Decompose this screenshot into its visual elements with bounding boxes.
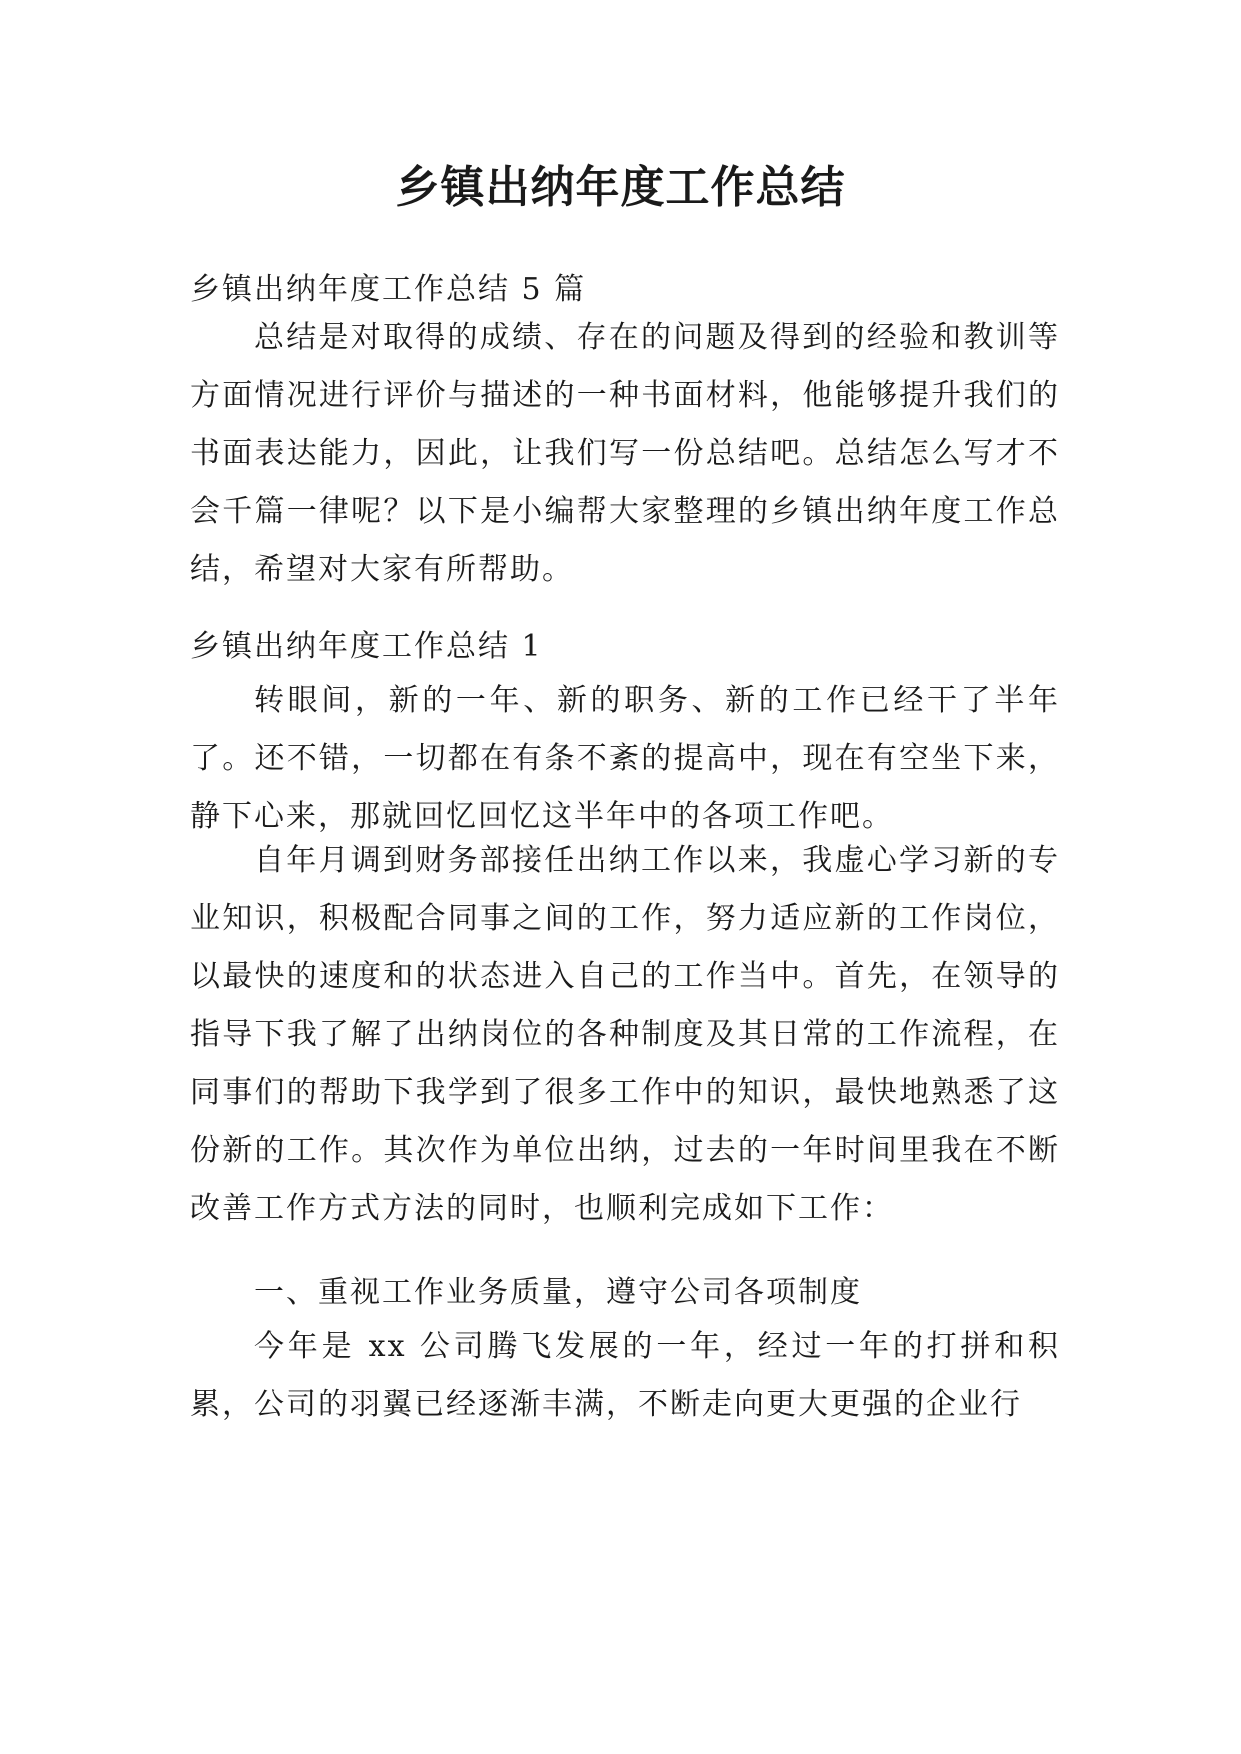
document-title: 乡镇出纳年度工作总结 — [395, 162, 846, 213]
document-subtitle: 乡镇出纳年度工作总结 5 篇 — [190, 272, 587, 307]
section-heading: 乡镇出纳年度工作总结 1 — [190, 629, 543, 664]
body-paragraph: 转眼间，新的一年、新的职务、新的工作已经干了半年了。还不错，一切都在有条不紊的提高中，现在有空坐下来，静下心来，那就回忆回忆这半年中的各项工作吧。 — [190, 683, 1060, 834]
numbered-heading: 一、重视工作业务质量，遵守公司各项制度 — [254, 1275, 862, 1310]
body-paragraph: 今年是 xx 公司腾飞发展的一年，经过一年的打拼和积累，公司的羽翼已经逐渐丰满，不断走向更大更强的企业行 — [190, 1329, 1060, 1422]
body-paragraph: 自年月调到财务部接任出纳工作以来，我虚心学习新的专业知识，积极配合同事之间的工作，努力适应新的工作岗位，以最快的速度和的状态进入自己的工作当中。首先，在领导的指导下我了解了出纳岗位的各种制度及其日常的工作流程，在同事们的帮助下我学到了很多工作中的知识，最快地熟悉了这份新的工作。其次作为单位出纳，过去的一年时间里我在不断改善工作方式方法的同时，也顺利完成如下工作： — [190, 843, 1060, 1226]
intro-paragraph: 总结是对取得的成绩、存在的问题及得到的经验和教训等方面情况进行评价与描述的一种书面材料，他能够提升我们的书面表达能力，因此，让我们写一份总结吧。总结怎么写才不会千篇一律呢？以下是小编帮大家整理的乡镇出纳年度工作总结，希望对大家有所帮助。 — [190, 320, 1060, 587]
